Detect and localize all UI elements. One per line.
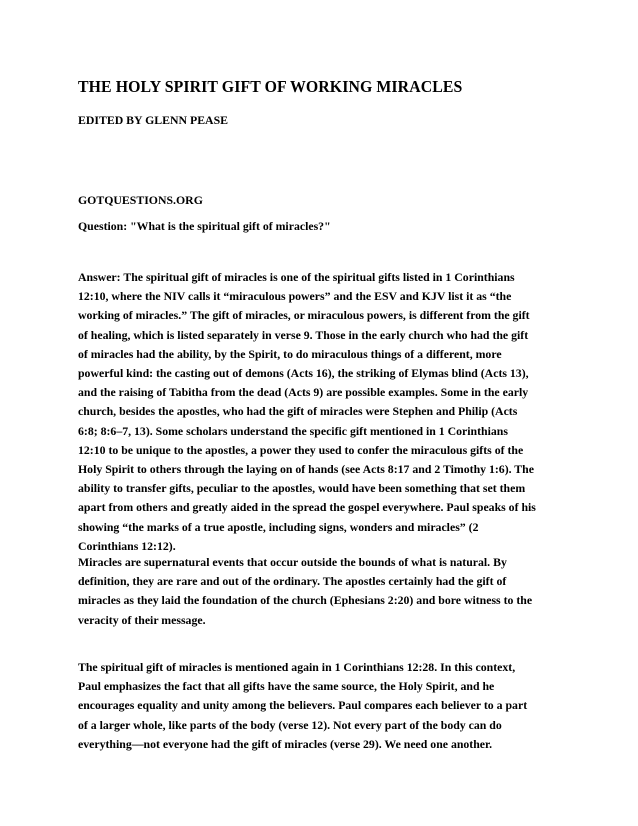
corinthians-context-paragraph [78, 658, 568, 754]
paragraph-line: of miracles had the ability, by the Spirit, to do miraculous things of a different, more [78, 346, 502, 361]
paragraph-line: powerful kind: the casting out of demons (Acts 16), the striking of Elymas blind (Acts 13), [78, 366, 529, 381]
paragraph-line: Corinthians 12:12). [78, 538, 176, 553]
paragraph-line: of healing, which is listed separately in verse 9. Those in the early church who had the gift [78, 327, 529, 342]
answer-paragraph [78, 268, 568, 556]
source-label: GOTQUESTIONS.ORG [78, 193, 203, 207]
paragraph-line: The spiritual gift of miracles is mentioned again in 1 Corinthians 12:28. In this context, [78, 660, 516, 674]
miracles-definition-paragraph [78, 553, 568, 630]
paragraph-line: veracity of their message. [78, 612, 206, 627]
paragraph-line: Holy Spirit to others through the laying on of hands (see Acts 8:17 and 2 Timothy 1:6). The [78, 462, 534, 477]
paragraph-line: of a larger whole, like parts of the body (verse 12). Not every part of the body can do [78, 717, 502, 732]
paragraph-line: definition, they are rare and out of the ordinary. The apostles certainly had the gift of [78, 574, 507, 589]
paragraph-line: and the raising of Tabitha from the dead (Acts 9) are possible examples. Some in the early [78, 385, 529, 400]
question-line: Question: "What is the spiritual gift of miracles?" [78, 219, 331, 233]
paragraph-line: Paul emphasizes the fact that all gifts have the same source, the Holy Spirit, and he [78, 679, 495, 694]
paragraph-line: apart from others and greatly aided in the spread the gospel everywhere. Paul speaks of his [78, 500, 536, 515]
paragraph-line: miracles as they laid the foundation of the church (Ephesians 2:20) and bore witness to the [78, 593, 533, 608]
paragraph-line: ability to transfer gifts, peculiar to the apostles, would have been something that set them [78, 481, 526, 496]
paragraph-line: working of miracles.” The gift of miracles, or miraculous powers, is different from the gift [78, 308, 530, 323]
paragraph-line: encourages equality and unity among the believers. Paul compares each believer to a part [78, 698, 528, 713]
editor-byline: EDITED BY GLENN PEASE [78, 113, 229, 127]
paragraph-line: Miracles are supernatural events that occur outside the bounds of what is natural. By [78, 555, 507, 569]
paragraph-line: showing “the marks of a true apostle, including signs, wonders and miracles” (2 [78, 519, 479, 534]
document-title: THE HOLY SPIRIT GIFT OF WORKING MIRACLES [78, 77, 463, 96]
paragraph-line: everything—not everyone had the gift of miracles (verse 29). We need one another. [78, 736, 493, 751]
paragraph-line: 12:10, where the NIV calls it “miraculous powers” and the ESV and KJV list it as “the [78, 289, 512, 304]
paragraph-line: 12:10 to be unique to the apostles, a power they used to confer the miraculous gifts of the [78, 442, 524, 457]
paragraph-line: Answer: The spiritual gift of miracles is one of the spiritual gifts listed in 1 Corinthians [78, 270, 515, 284]
paragraph-line: 6:8; 8:6–7, 13). Some scholars understand the specific gift mentioned in 1 Corinthians [78, 423, 508, 438]
paragraph-line: church, besides the apostles, who had the gift of miracles were Stephen and Philip (Acts [78, 404, 518, 419]
